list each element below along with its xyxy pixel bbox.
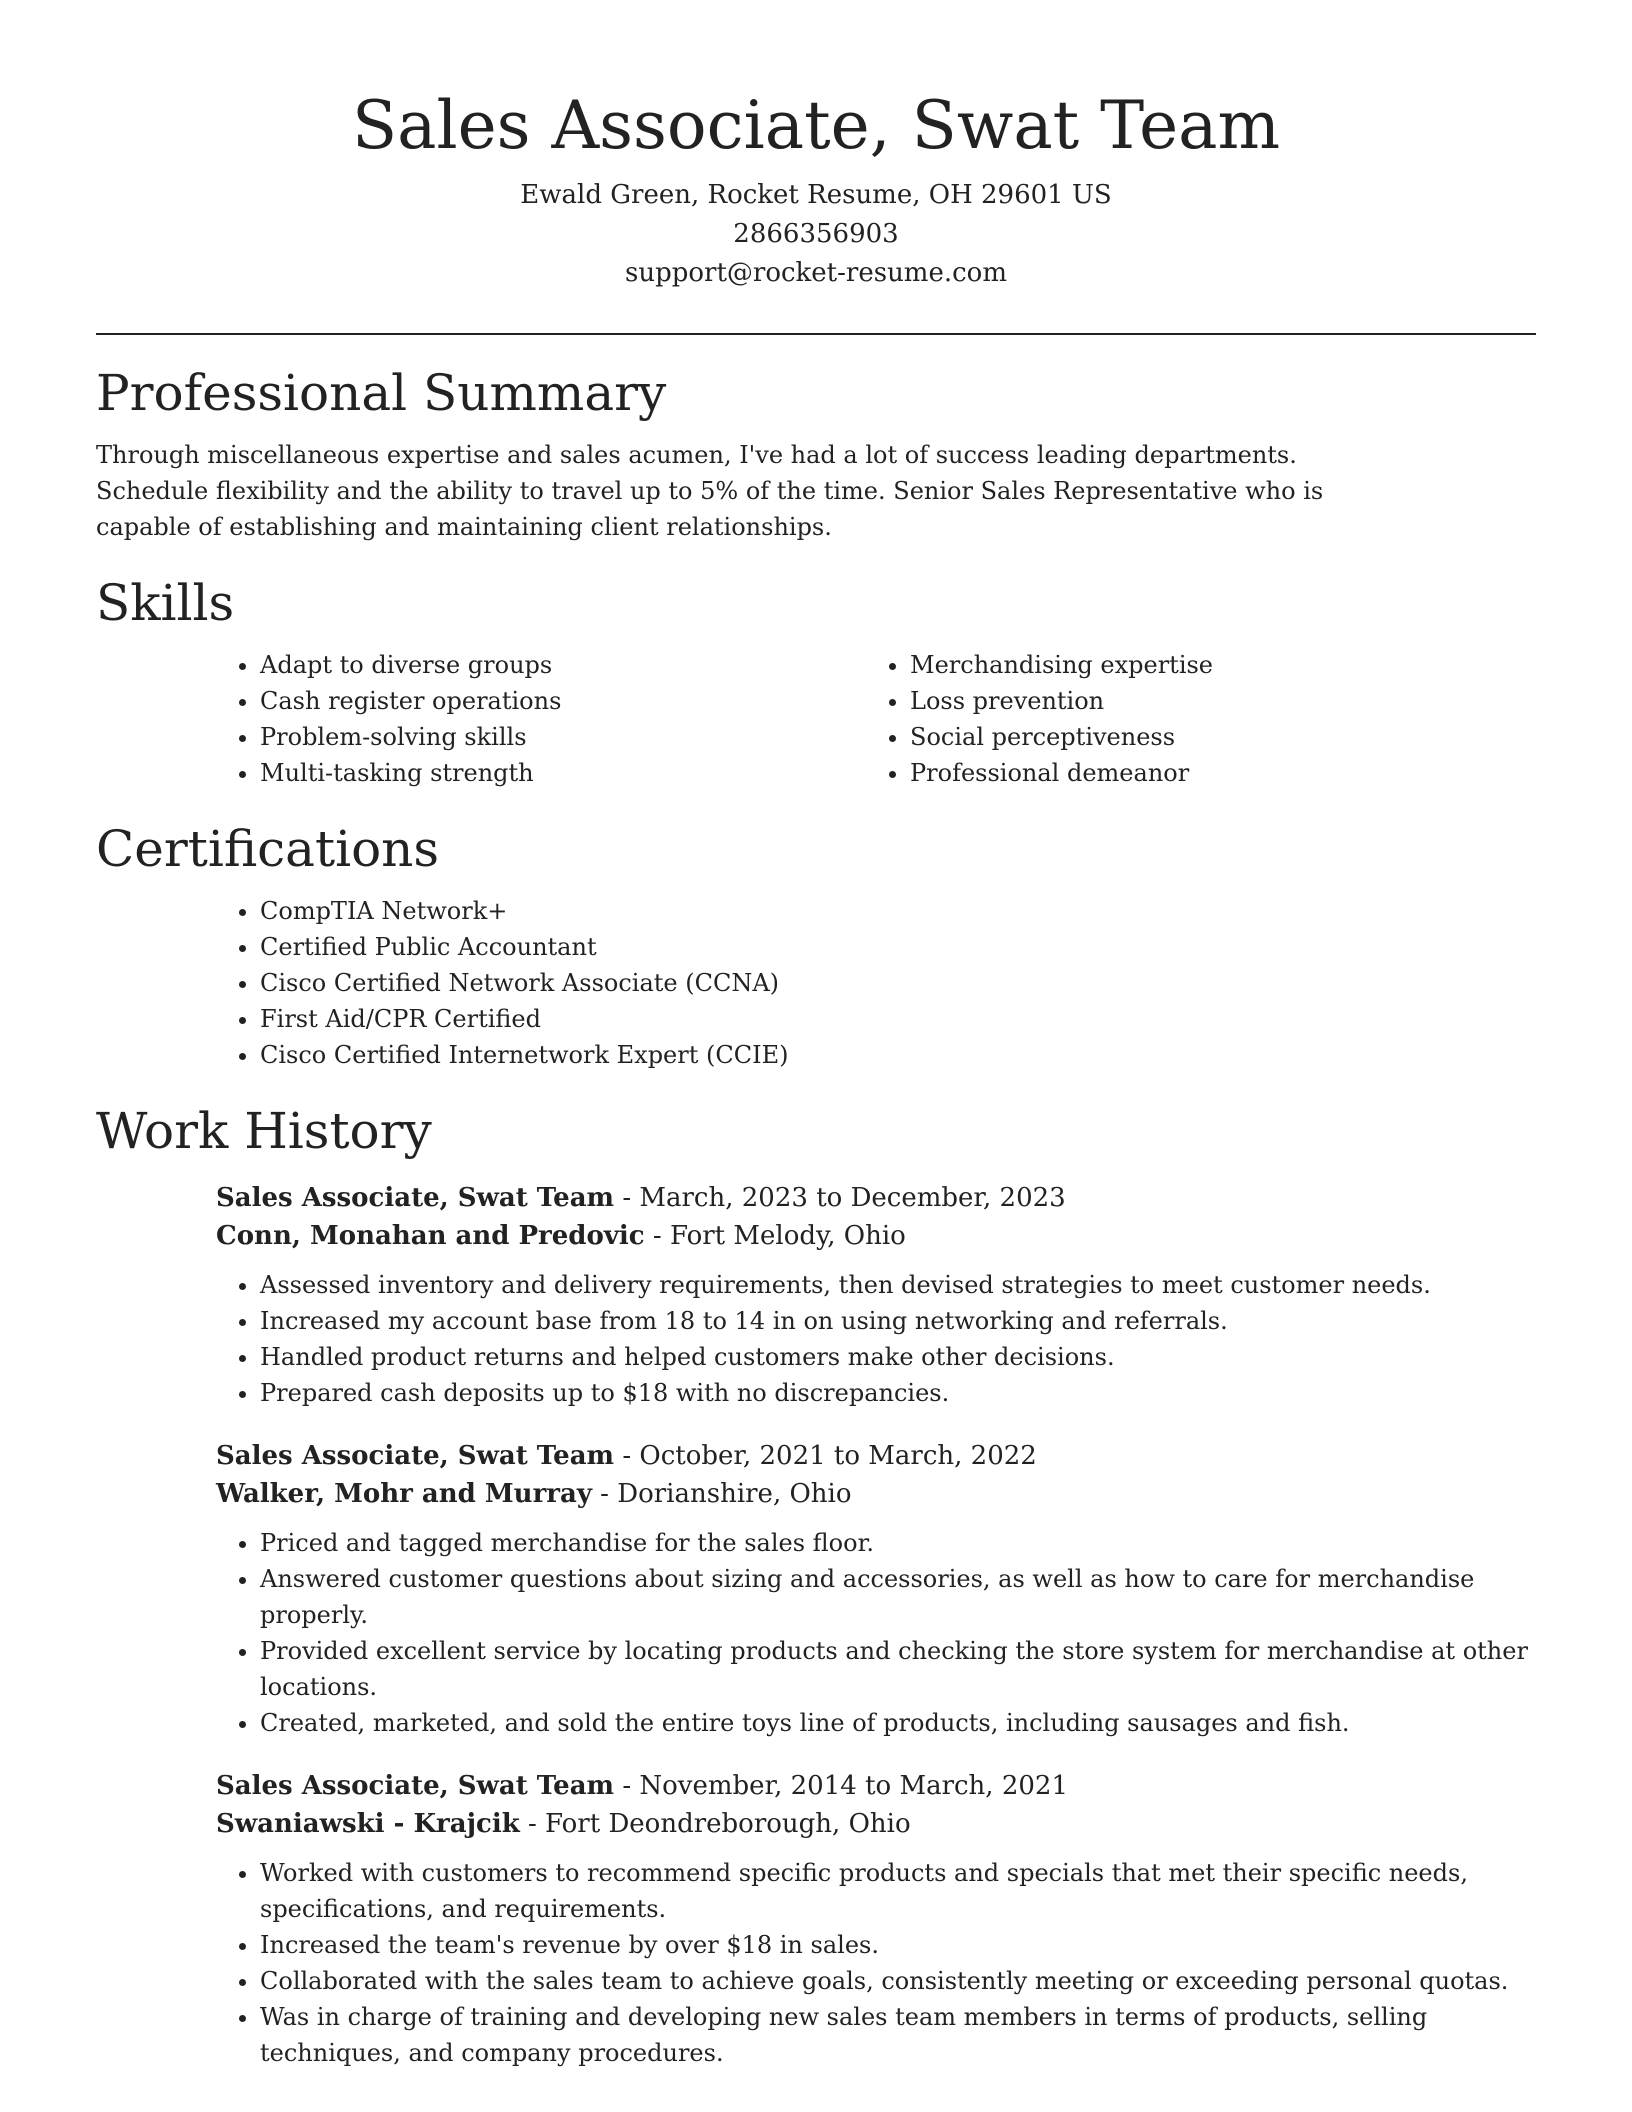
job-bullet: • Worked with customers to recommend specific products and specials that met their specific needs, specifications, and requirements.: [260, 1855, 1536, 1927]
skill-item: • Professional demeanor: [910, 755, 1516, 791]
contact-block: [96, 176, 1536, 293]
job-bullet: • Priced and tagged merchandise for the sales floor.: [260, 1525, 1536, 1561]
job-entry: [216, 1179, 1536, 1411]
skill-item: • Social perceptiveness: [910, 719, 1516, 755]
job-bullet: • Assessed inventory and delivery requirements, then devised strategies to meet customer needs.: [260, 1267, 1536, 1303]
summary-title: Professional Summary: [96, 364, 667, 422]
skills-title: Skills: [96, 574, 235, 632]
job-company-line: [216, 1217, 1536, 1255]
skill-item: • Cash register operations: [260, 683, 866, 719]
job-bullets: [216, 1855, 1536, 2071]
job-title: Sales Associate, Swat Team: [216, 1183, 615, 1213]
skill-item: • Problem-solving skills: [260, 719, 866, 755]
summary-text: Through miscellaneous expertise and sales acumen, I've had a lot of success leading departments. Schedule flexibility and the ability to travel up to 5% of the time. Senior Sales Representative who is capable of establishing and maintaining client relationships.: [96, 441, 1324, 541]
job-title-line: [216, 1179, 1536, 1217]
job-bullet: • Increased my account base from 18 to 14 in on using networking and referrals.: [260, 1303, 1536, 1339]
skills-grid: [216, 647, 1536, 791]
job-company: Walker, Mohr and Murray: [216, 1479, 592, 1509]
contact-email: support@rocket-resume.com: [624, 258, 1007, 288]
skills-section: [96, 573, 1536, 791]
summary-section: [96, 363, 1536, 545]
job-title-line: [216, 1767, 1536, 1805]
resume-name: Sales Associate, Swat Team: [351, 87, 1281, 164]
certification-item: • CompTIA Network+: [260, 893, 1536, 929]
job-bullet: • Provided excellent service by locating products and checking the store system for merchandise at other locations.: [260, 1633, 1536, 1705]
work-history-title: Work History: [96, 1102, 432, 1160]
job-bullet: • Increased the team's revenue by over $18 in sales.: [260, 1927, 1536, 1963]
job-entry: [216, 1767, 1536, 2071]
resume-header: [96, 0, 1536, 293]
job-bullet: • Handled product returns and helped customers make other decisions.: [260, 1339, 1536, 1375]
skills-column-right: [866, 647, 1516, 791]
job-bullet: • Answered customer questions about sizing and accessories, as well as how to care for merchandise properly.: [260, 1561, 1536, 1633]
certification-item: • Cisco Certified Network Associate (CCNA): [260, 965, 1536, 1001]
certification-item: • Cisco Certified Internetwork Expert (CCIE): [260, 1037, 1536, 1073]
skill-item: • Multi-tasking strength: [260, 755, 866, 791]
job-title: Sales Associate, Swat Team: [216, 1441, 615, 1471]
certification-item: • Certified Public Accountant: [260, 929, 1536, 965]
skills-list-right: [866, 647, 1516, 791]
job-dates: - March, 2023 to December, 2023: [614, 1183, 1066, 1213]
job-bullet: • Prepared cash deposits up to $18 with no discrepancies.: [260, 1375, 1536, 1411]
job-title: Sales Associate, Swat Team: [216, 1771, 615, 1801]
job-company: Swaniawski - Krajcik: [216, 1809, 520, 1839]
job-bullets: [216, 1525, 1536, 1741]
job-company: Conn, Monahan and Predovic: [216, 1221, 645, 1251]
certifications-list: [216, 893, 1536, 1073]
skill-item: • Adapt to diverse groups: [260, 647, 866, 683]
skills-column-left: [216, 647, 866, 791]
skill-item: • Loss prevention: [910, 683, 1516, 719]
skill-item: • Merchandising expertise: [910, 647, 1516, 683]
job-company-line: [216, 1805, 1536, 1843]
job-dates: - October, 2021 to March, 2022: [614, 1441, 1037, 1471]
certifications-title: Certifications: [96, 820, 440, 878]
job-entry: [216, 1437, 1536, 1741]
job-bullet: • Created, marketed, and sold the entire toys line of products, including sausages and fish.: [260, 1705, 1536, 1741]
job-bullet: • Collaborated with the sales team to achieve goals, consistently meeting or exceeding personal quotas.: [260, 1963, 1536, 1999]
certification-item: • First Aid/CPR Certified: [260, 1001, 1536, 1037]
job-dates: - November, 2014 to March, 2021: [614, 1771, 1068, 1801]
job-location: - Fort Deondreborough, Ohio: [519, 1809, 911, 1839]
contact-phone: 2866356903: [733, 219, 899, 249]
header-divider: [96, 333, 1536, 335]
job-location: - Dorianshire, Ohio: [591, 1479, 852, 1509]
job-location: - Fort Melody, Ohio: [644, 1221, 906, 1251]
certifications-section: [96, 819, 1536, 1073]
job-title-line: [216, 1437, 1536, 1475]
job-company-line: [216, 1475, 1536, 1513]
skills-list-left: [216, 647, 866, 791]
contact-address: Ewald Green, Rocket Resume, OH 29601 US: [520, 180, 1112, 210]
job-bullet: • Was in charge of training and developing new sales team members in terms of products, selling techniques, and company procedures.: [260, 1999, 1536, 2071]
work-history-section: [96, 1101, 1536, 2071]
job-bullets: [216, 1267, 1536, 1411]
certifications-block: [216, 893, 1536, 1073]
